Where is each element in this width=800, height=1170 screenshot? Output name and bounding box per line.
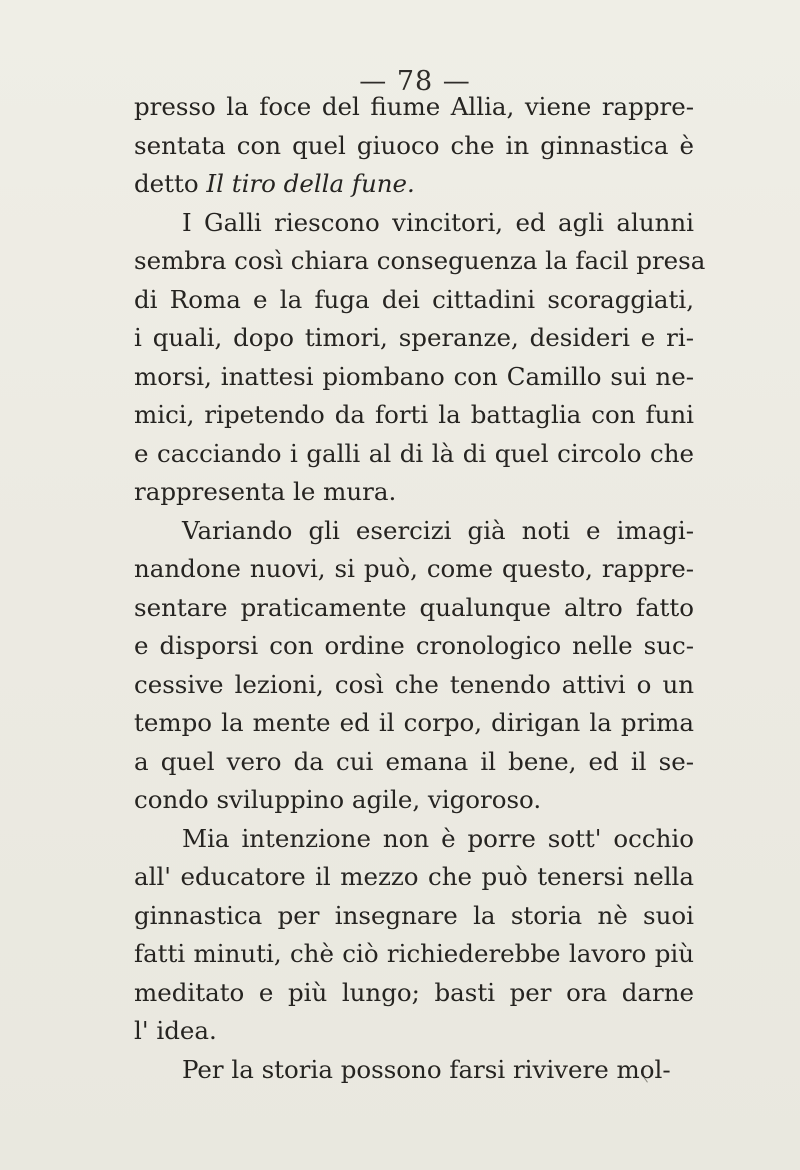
text-line: a quel vero da cui emana il bene, ed il se- <box>134 746 694 776</box>
text-line: Mia intenzione non è porre sott' occhio <box>182 823 694 853</box>
text-line: l' idea. <box>134 1016 217 1045</box>
text-line: sentata con quel giuoco che in ginnastica è <box>134 130 694 160</box>
text-line: Per la storia possono farsi rivivere mol- <box>182 1054 671 1084</box>
text-line: morsi, inattesi piombano con Camillo sui ne- <box>134 361 694 391</box>
italic-title: Il tiro della fune. <box>206 169 415 198</box>
text-line: nandone nuovi, si può, come questo, rappre- <box>134 554 694 583</box>
text-line: ginnastica per insegnare la storia nè suoi <box>134 900 694 930</box>
text-line: fatti minuti, chè ciò richiederebbe lavoro più <box>134 939 694 968</box>
body-text <box>134 88 706 1089</box>
text-line: meditato e più lungo; basti per ora darne <box>134 977 694 1007</box>
text-line-start: detto <box>134 169 207 198</box>
text-line: rappresenta le mura. <box>134 477 397 506</box>
text-line: sembra così chiara conseguenza la facil presa <box>134 246 706 275</box>
text-line: condo sviluppino agile, vigoroso. <box>134 785 542 814</box>
page-number: — 78 — <box>359 66 471 97</box>
text-line: i quali, dopo timori, speranze, desideri e ri- <box>134 323 694 352</box>
text-line: all' educatore il mezzo che può tenersi nella <box>134 862 694 891</box>
text-line: mici, ripetendo da forti la battaglia con funi <box>134 400 694 429</box>
text-line: e cacciando i galli al di là di quel circolo che <box>134 438 694 468</box>
text-line: Variando gli esercizi già noti e imagi- <box>182 515 694 545</box>
text-line: di Roma e la fuga dei cittadini scoraggiati, <box>134 284 694 314</box>
text-line: e disporsi con ordine cronologico nelle suc- <box>134 631 694 660</box>
text-line: I Galli riescono vincitori, ed agli alunni <box>182 207 694 237</box>
text-line: cessive lezioni, così che tenendo attivi o un <box>134 669 694 699</box>
text-line: presso la foce del fiume Allia, viene rappre- <box>134 92 694 121</box>
text-line: tempo la mente ed il corpo, dirigan la prima <box>134 708 694 737</box>
text-line: sentare praticamente qualunque altro fatto <box>134 592 694 622</box>
text-line <box>134 165 694 204</box>
